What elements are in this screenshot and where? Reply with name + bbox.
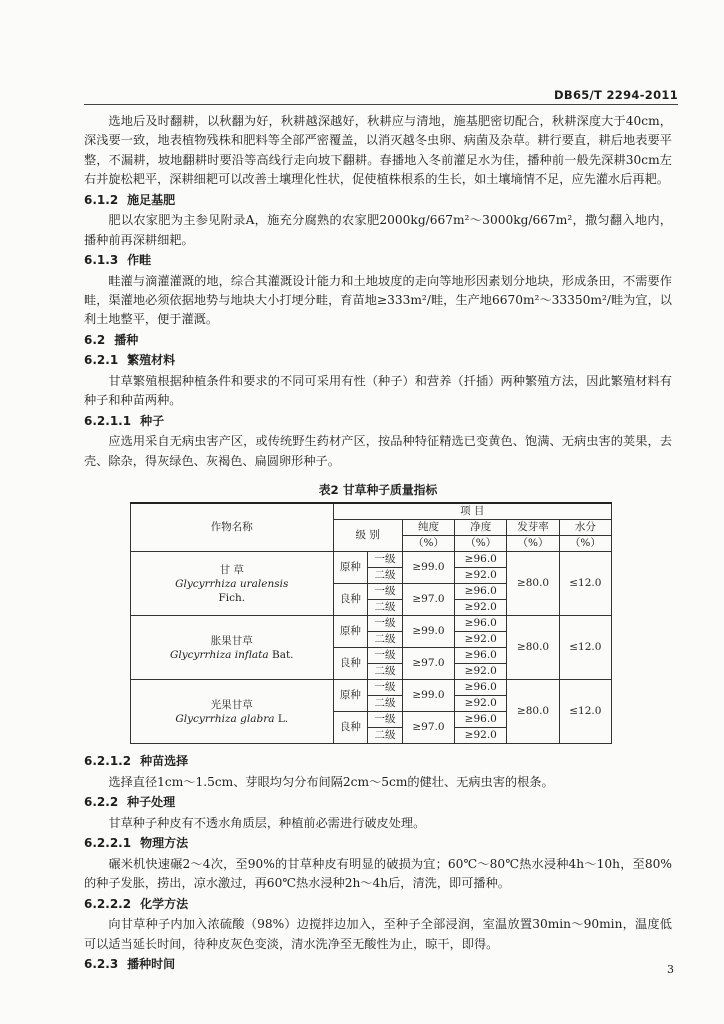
section-heading bbox=[84, 752, 672, 772]
level-cell: 一级 bbox=[368, 680, 403, 696]
germination-cell: ≥80.0 bbox=[507, 616, 559, 680]
level-cell: 一级 bbox=[368, 584, 403, 600]
grade-cell: 原种 bbox=[333, 552, 368, 584]
section-title: 繁殖材料 bbox=[127, 353, 176, 368]
cleanliness-cell: ≥96.0 bbox=[455, 616, 507, 632]
level-cell: 二级 bbox=[368, 696, 403, 712]
crop-latin-name: Glycyrrhiza glabra bbox=[175, 712, 275, 725]
crop-name-cell bbox=[131, 552, 334, 616]
paragraph: 选地后及时翻耕，以秋翻为好，秋耕越深越好，秋耕应与清地，施基肥密切配合，秋耕深度大于40cm，深浅要一致，地表植物残株和肥料等全部严密覆盖，以消灭越冬虫卵、病菌及杂草。耕行要直，耕后地表要平整，不漏耕，坡地翻耕时要沿等高线行走向坡下翻耕。春播地入冬前灌足水为佳，播种前一般先深耕30cm左右并旋松耙平，深耕细耙可以改善土壤理化性状，促使植株根系的生长，如土壤墒情不足，应先灌水后再耙。 bbox=[84, 114, 672, 187]
germination-cell: ≥80.0 bbox=[507, 552, 559, 616]
section-number: 6.2.2.2 bbox=[84, 896, 132, 911]
crop-author: L. bbox=[277, 712, 289, 725]
cleanliness-cell: ≥92.0 bbox=[455, 728, 507, 744]
section-number: 6.2 bbox=[84, 332, 106, 347]
table-row bbox=[131, 552, 612, 568]
section-number: 6.2.3 bbox=[84, 957, 119, 972]
paragraph: 甘草繁殖根据种植条件和要求的不同可采用有性（种子）和营养（扦插）两种繁殖方法，因此繁殖材料有种子和种苗两种。 bbox=[84, 374, 672, 408]
section-title: 化学方法 bbox=[140, 896, 189, 911]
germination-cell: ≥80.0 bbox=[507, 680, 559, 744]
paragraph: 畦灌与滴灌灌溉的地，综合其灌溉设计能力和土地坡度的走向等地形因素划分地块，形成条田，不需要作畦，渠灌地必须依据地势与地块大小打埂分畦，育苗地≥333m²/畦，生产地6670m²～33350m²/畦为宜，以利土地整平，便于灌溉。 bbox=[84, 273, 672, 327]
section-title: 物理方法 bbox=[140, 836, 189, 851]
cleanliness-cell: ≥96.0 bbox=[455, 584, 507, 600]
table-caption: 表2 甘草种子质量指标 bbox=[318, 483, 438, 498]
cleanliness-cell: ≥92.0 bbox=[455, 632, 507, 648]
section-heading bbox=[84, 191, 672, 211]
section-title: 施足基肥 bbox=[127, 192, 176, 207]
cleanliness-cell: ≥96.0 bbox=[455, 680, 507, 696]
header-unit: （%） bbox=[507, 536, 559, 552]
crop-chinese-name: 胀果甘草 bbox=[210, 634, 253, 647]
section-title: 种子处理 bbox=[127, 795, 176, 810]
paragraph: 选择直径1cm～1.5cm、芽眼均匀分布间隔2cm～5cm的健壮、无病虫害的根条。 bbox=[108, 774, 554, 789]
level-cell: 一级 bbox=[368, 552, 403, 568]
crop-latin-name: Glycyrrhiza uralensis bbox=[175, 577, 289, 590]
section-number: 6.2.2.1 bbox=[84, 836, 132, 851]
grade-cell: 良种 bbox=[333, 584, 368, 616]
crop-chinese-name: 甘 草 bbox=[219, 563, 244, 576]
section-heading bbox=[84, 251, 672, 271]
section-number: 6.2.1 bbox=[84, 353, 119, 368]
section-title: 播种时间 bbox=[127, 957, 176, 972]
purity-cell: ≥97.0 bbox=[402, 712, 454, 744]
crop-latin-line bbox=[133, 648, 331, 662]
cleanliness-cell: ≥92.0 bbox=[455, 664, 507, 680]
crop-author: Bat. bbox=[271, 648, 294, 661]
crop-name-cell bbox=[131, 616, 334, 680]
moisture-cell: ≤12.0 bbox=[559, 680, 611, 744]
header-unit: （%） bbox=[559, 536, 611, 552]
grade-cell: 原种 bbox=[333, 616, 368, 648]
level-cell: 一级 bbox=[368, 712, 403, 728]
section-heading bbox=[84, 351, 672, 371]
purity-cell: ≥99.0 bbox=[402, 552, 454, 584]
crop-latin-name: Glycyrrhiza inflata bbox=[169, 648, 269, 661]
grade-cell: 原种 bbox=[333, 680, 368, 712]
header-purity: 纯度 bbox=[402, 520, 454, 536]
header-crop-name: 作物名称 bbox=[131, 503, 334, 552]
cleanliness-cell: ≥92.0 bbox=[455, 696, 507, 712]
document-body bbox=[84, 112, 672, 976]
level-cell: 二级 bbox=[368, 728, 403, 744]
section-title: 播种 bbox=[114, 332, 139, 347]
header-grade: 级 别 bbox=[333, 520, 402, 552]
table-row bbox=[131, 616, 612, 632]
cleanliness-cell: ≥92.0 bbox=[455, 568, 507, 584]
section-heading bbox=[84, 895, 672, 915]
header-moisture: 水分 bbox=[559, 520, 611, 536]
crop-latin-line bbox=[133, 712, 331, 726]
page-number: 3 bbox=[667, 963, 674, 976]
text-section-bottom bbox=[84, 752, 672, 974]
purity-cell: ≥99.0 bbox=[402, 616, 454, 648]
section-heading bbox=[84, 793, 672, 813]
section-number: 6.2.1.2 bbox=[84, 754, 132, 769]
crop-author: Fich. bbox=[218, 591, 246, 604]
section-number: 6.2.2 bbox=[84, 795, 119, 810]
header-germination: 发芽率 bbox=[507, 520, 559, 536]
section-number: 6.1.3 bbox=[84, 253, 119, 268]
moisture-cell: ≤12.0 bbox=[559, 616, 611, 680]
section-number: 6.2.1.1 bbox=[84, 413, 132, 428]
purity-cell: ≥97.0 bbox=[402, 648, 454, 680]
purity-cell: ≥97.0 bbox=[402, 584, 454, 616]
paragraph: 应选用采自无病虫害产区，或传统野生药材产区，按品种特征精选已变黄色、饱满、无病虫害的荚果，去壳、除杂，得灰绿色、灰褐色、扁圆卵形种子。 bbox=[84, 434, 672, 468]
header-item: 项 目 bbox=[333, 503, 611, 520]
crop-chinese-name: 光果甘草 bbox=[210, 698, 253, 711]
section-heading bbox=[84, 331, 672, 351]
level-cell: 二级 bbox=[368, 664, 403, 680]
section-heading bbox=[84, 955, 672, 975]
section-number: 6.1.2 bbox=[84, 192, 119, 207]
crop-name-cell bbox=[131, 680, 334, 744]
level-cell: 二级 bbox=[368, 568, 403, 584]
purity-cell: ≥99.0 bbox=[402, 680, 454, 712]
grade-cell: 良种 bbox=[333, 712, 368, 744]
paragraph: 甘草种子种皮有不透水角质层，种植前必需进行破皮处理。 bbox=[108, 815, 426, 830]
moisture-cell: ≤12.0 bbox=[559, 552, 611, 616]
cleanliness-cell: ≥92.0 bbox=[455, 600, 507, 616]
section-heading bbox=[84, 412, 672, 432]
level-cell: 二级 bbox=[368, 632, 403, 648]
header-divider bbox=[84, 104, 678, 105]
standard-code: DB65/T 2294-2011 bbox=[554, 88, 678, 102]
grade-cell: 良种 bbox=[333, 648, 368, 680]
level-cell: 二级 bbox=[368, 600, 403, 616]
table-row bbox=[131, 680, 612, 696]
level-cell: 一级 bbox=[368, 616, 403, 632]
level-cell: 一级 bbox=[368, 648, 403, 664]
section-heading bbox=[84, 834, 672, 854]
section-title: 作畦 bbox=[127, 253, 152, 268]
seed-quality-table bbox=[130, 502, 612, 744]
section-title: 种子 bbox=[140, 413, 165, 428]
section-title: 种苗选择 bbox=[140, 754, 189, 769]
header-cleanliness: 净度 bbox=[455, 520, 507, 536]
header-unit: （%） bbox=[455, 536, 507, 552]
cleanliness-cell: ≥96.0 bbox=[455, 712, 507, 728]
cleanliness-cell: ≥96.0 bbox=[455, 552, 507, 568]
paragraph: 向甘草种子内加入浓硫酸（98%）边搅拌边加入，至种子全部浸润，室温放置30min～90min，温度低可以适当延长时间，待种皮灰色变淡，清水洗净至无酸性为止，晾干，即得。 bbox=[84, 917, 672, 951]
cleanliness-cell: ≥96.0 bbox=[455, 648, 507, 664]
paragraph: 碾米机快速碾2～4次，至90%的甘草种皮有明显的破损为宜；60℃～80℃热水浸种4h～10h，至80%的种子发胀，捞出，凉水激过，再60℃热水浸种2h～4h后，清洗，即可播种。 bbox=[84, 856, 672, 891]
header-unit: （%） bbox=[402, 536, 454, 552]
paragraph: 肥以农家肥为主参见附录A，施充分腐熟的农家肥2000kg/667m²～3000kg/667m²，撒匀翻入地内，播种前再深耕细耙。 bbox=[84, 213, 672, 247]
text-section-top bbox=[84, 112, 672, 471]
